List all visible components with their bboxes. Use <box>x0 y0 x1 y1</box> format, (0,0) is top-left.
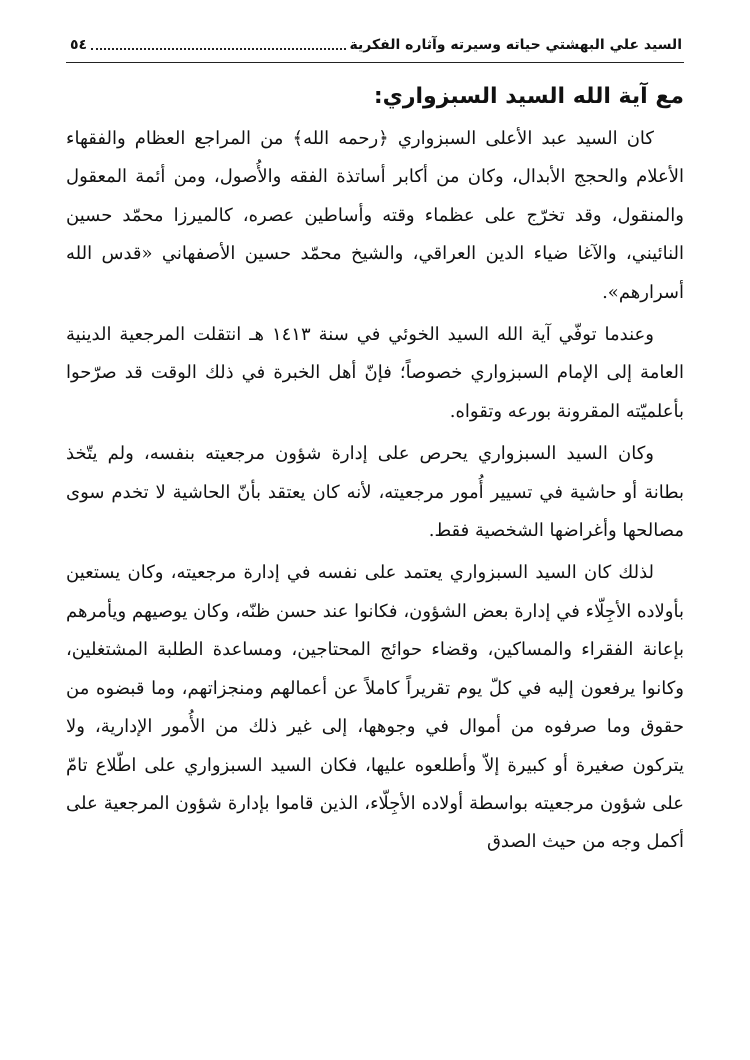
book-title: السيد علي البهشتي حياته وسيرته وآثاره الفكرية <box>349 37 682 53</box>
running-header <box>66 30 684 60</box>
paragraph: وكان السيد السبزواري يحرص على إدارة شؤون مرجعيته بنفسه، ولم يتّخذ بطانة أو حاشية في تسيير أُمور مرجعيته، لأنه كان يعتقد بأنّ الحاشية لا تخدم سوى مصالحها وأغراضها الشخصية فقط. <box>66 443 684 542</box>
header-divider <box>66 62 684 63</box>
paragraph: وعندما توفّي آية الله السيد الخوئي في سنة ١٤١٣ هـ انتقلت المرجعية الدينية العامة إلى الإمام السبزواري خصوصاً؛ فإنّ أهل الخبرة في ذلك الوقت قد صرّحوا بأعلميّته المقرونة بورعه وتقواه. <box>66 324 684 422</box>
paragraph: لذلك كان السيد السبزواري يعتمد على نفسه في إدارة مرجعيته، وكان يستعين بأولاده الأجِلّاء في إدارة بعض الشؤون، فكانوا عند حسن ظنّه، وكان يوصيهم ويأمرهم بإعانة الفقراء والمساكين، وقضاء حوائج المحتاجين، ومساعدة الطلبة المشتغلين، وكانوا يرفعون إليه في كلّ يوم تقريراً كاملاً عن أعمالهم ومنجزاتهم، وما قبضوه من حقوق وما صرفوه من أموال في وجوهها، إلى غير ذلك من الأُمور الإدارية، ولا يتركون صغيرة أو كبيرة إلاّ وأطلعوه عليها، فكان السيد السبزواري على اطّلاع تامّ على شؤون مرجعيته بواسطة أولاده الأجِلّاء، الذين قاموا بإدارة شؤون المرجعية على أكمل وجه من حيث الصدق <box>66 562 684 853</box>
body-text <box>66 120 684 866</box>
leader-dots <box>91 47 345 50</box>
page-number: ٥٤ <box>70 37 88 53</box>
paragraph: كان السيد عبد الأعلى السبزواري ﴿رحمه الله﴾ من المراجع العظام والفقهاء الأعلام والحجج الأبدال، وكان من أكابر أساتذة الفقه والأُصول، ومن أئمة المعقول والمنقول، وقد تخرّج على عظماء وقته وأساطين عصره، كالميرزا محمّد حسين النائيني، والآغا ضياء الدين العراقي، والشيخ محمّد حسين الأصفهاني «قدس الله أسرارهم». <box>66 128 684 303</box>
section-heading: مع آية الله السيد السبزواري: <box>373 84 684 109</box>
